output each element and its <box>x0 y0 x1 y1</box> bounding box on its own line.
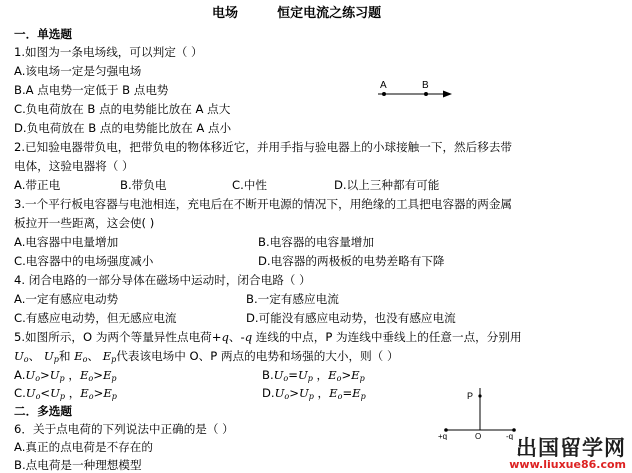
sym-u: U <box>298 386 309 400</box>
sub-o: o <box>88 392 94 401</box>
sub-o: o <box>337 392 343 401</box>
q5-stem-part1: 5.如图所示，O 为两个等量异性点电荷+ <box>14 330 222 344</box>
sym-e: E <box>103 386 112 400</box>
q2-stem-line2: 电体，这验电器将（ ） <box>14 159 134 173</box>
relation: > <box>93 386 104 400</box>
sym-e: E <box>102 349 112 363</box>
sub-o: o <box>283 374 289 383</box>
point-a-dot <box>382 92 386 96</box>
q3-stem-line1: 3.一个平行板电容器与电池相连，充电后在不断开电源的情况下，用绝缘的工具把电容器的两金属 <box>14 197 513 211</box>
sym-e: E <box>102 368 112 382</box>
point-p-label: P <box>467 391 474 401</box>
watermark <box>509 437 626 471</box>
q5-charges-figure <box>434 380 524 440</box>
q5-option-a: $A.U_o>U_p$ ，$E_o>E_p$ <box>14 368 117 383</box>
q5-stem-line2-text: 代表该电场中 O、P 两点的电势和场强的大小，则（ ） <box>116 349 399 363</box>
q6-option-a: A.真正的点电荷是不存在的 <box>14 440 153 454</box>
sym-e: E <box>74 349 83 363</box>
q3-stem-line2: 板拉开一些距离，这会使( ) <box>14 216 155 230</box>
sym-u: U <box>297 368 308 382</box>
q3-option-d: D.电容器的两极板的电势差略有下降 <box>258 254 445 268</box>
minus-q-label: -q <box>506 432 514 440</box>
q3-option-a: A.电容器中电量增加 <box>14 235 119 249</box>
relation: > <box>289 386 299 400</box>
point-a-label: A <box>380 80 387 91</box>
q5-stem-line1 <box>14 330 522 345</box>
q2-option-d: D.以上三种都有可能 <box>334 178 440 192</box>
q1-option-b: B.A 点电势一定低于 B 点电势 <box>14 83 169 97</box>
q1-option-a: A.该电场一定是匀强电场 <box>14 64 142 78</box>
sub-p: p <box>360 392 366 401</box>
q3-option-c: C.电容器中的电场强度减小 <box>14 254 154 268</box>
sub-p: p <box>59 392 66 401</box>
q2-option-a: A.带正电 <box>14 178 61 192</box>
title-part2: 恒定电流之练习题 <box>277 6 382 21</box>
q1-option-d: D.负电荷放在 B 点的电势能比放在 A 点小 <box>14 121 232 135</box>
sym-e: E <box>329 386 338 400</box>
q4-option-c: C.有感应电动势，但无感应电流 <box>14 311 177 325</box>
sub-o: o <box>35 392 41 401</box>
relation: > <box>40 368 50 382</box>
sym-u: U <box>43 349 54 363</box>
q5-option-d: $D.U_o>U_p$ ，$E_o=E_p$ <box>262 386 366 401</box>
sym-u: U <box>273 368 284 382</box>
sym-u: U <box>50 386 60 400</box>
sub-o: o <box>23 355 29 364</box>
sub-o: o <box>35 374 41 383</box>
section-single-choice: 一．单选题 <box>14 27 72 41</box>
sub-o: o <box>82 355 88 364</box>
point-b-dot <box>424 92 428 96</box>
sym-e: E <box>79 368 89 382</box>
sym-e: E <box>352 386 361 400</box>
word-and: 和 <box>58 349 71 363</box>
sub-p: p <box>111 392 117 401</box>
q2-option-c: C.中性 <box>232 178 267 192</box>
sub-o: o <box>88 374 94 383</box>
q1-stem: 1.如图为一条电场线，可以判定（ ） <box>14 45 203 59</box>
title-part1: 电场 <box>212 6 239 21</box>
q5-stem-part3: 连线的中点，P 为连线中垂线上的任意一点，分别用 <box>252 330 522 344</box>
sym-u: U <box>274 386 285 400</box>
watermark-brand: 出国留学网 <box>516 436 626 460</box>
sub-p: p <box>59 374 65 383</box>
relation: > <box>93 368 103 382</box>
sym-u: U <box>49 368 60 382</box>
q6-option-b: B.点电荷是一种理想模型 <box>14 458 142 472</box>
q5-stem-line2 <box>14 349 399 367</box>
q6-stem: 6．关于点电荷的下列说法中正确的是（ ） <box>14 422 234 436</box>
sep: 、 <box>87 349 100 363</box>
q4-option-b: B.一定有感应电流 <box>246 292 339 306</box>
q5-charge-plus: q <box>221 330 229 344</box>
relation: = <box>288 368 298 382</box>
q4-stem: 4. 闭合电路的一部分导体在磁场中运动时，闭合电路（ ） <box>14 273 311 287</box>
q5-charge-minus: q <box>244 330 253 344</box>
sym-e: E <box>80 386 89 400</box>
q5-option-b: $B.U_o=U_p$ ，$E_o>E_p$ <box>262 368 365 383</box>
opt-prefix: C. <box>14 386 26 400</box>
sym-e: E <box>351 368 360 382</box>
field-line-arrow-icon <box>443 91 452 98</box>
opt-prefix: D. <box>262 386 275 400</box>
plus-q-label: +q <box>438 432 448 440</box>
point-b-label: B <box>422 80 429 91</box>
q4-option-a: A.一定有感应电动势 <box>14 292 119 306</box>
sep: 、 <box>28 349 41 363</box>
sub-p: p <box>53 355 59 364</box>
q5-option-c: $C.U_o<U_p$ ，$E_o>E_p$ <box>14 386 117 401</box>
sub-p: p <box>359 374 365 383</box>
q1-field-line-figure <box>372 78 456 104</box>
sub-p: p <box>307 374 313 383</box>
sub-o: o <box>336 374 342 383</box>
sub-p: p <box>111 374 117 383</box>
page-title <box>212 6 381 21</box>
point-p-dot <box>478 394 481 397</box>
sym-u: U <box>25 368 36 382</box>
sym-u: U <box>14 349 24 363</box>
sub-p: p <box>111 355 117 364</box>
q2-stem-line1: 2.已知验电器带负电，把带负电的物体移近它，并用手指与验电器上的小球接触一下，然后移去带 <box>14 140 513 154</box>
point-o-label: O <box>475 432 482 440</box>
opt-prefix: A. <box>14 368 26 382</box>
q4-option-d: D.可能没有感应电动势，也没有感应电流 <box>246 311 456 325</box>
relation: = <box>342 386 353 400</box>
q1-option-c: C.负电荷放在 B 点的电势能比放在 A 点大 <box>14 102 231 116</box>
sym-u: U <box>25 386 36 400</box>
relation: < <box>40 386 51 400</box>
sub-o: o <box>284 392 290 401</box>
sub-p: p <box>308 392 314 401</box>
opt-prefix: B. <box>262 368 274 382</box>
q5-stem-part2: 、- <box>228 330 245 344</box>
q2-option-b: B.带负电 <box>120 178 167 192</box>
section-multiple-choice: 二．多选题 <box>14 404 72 418</box>
relation: > <box>341 368 352 382</box>
watermark-url: www.liuxue86.com <box>509 458 626 471</box>
q3-option-b: B.电容器的电容量增加 <box>258 235 374 249</box>
sym-e: E <box>328 368 337 382</box>
